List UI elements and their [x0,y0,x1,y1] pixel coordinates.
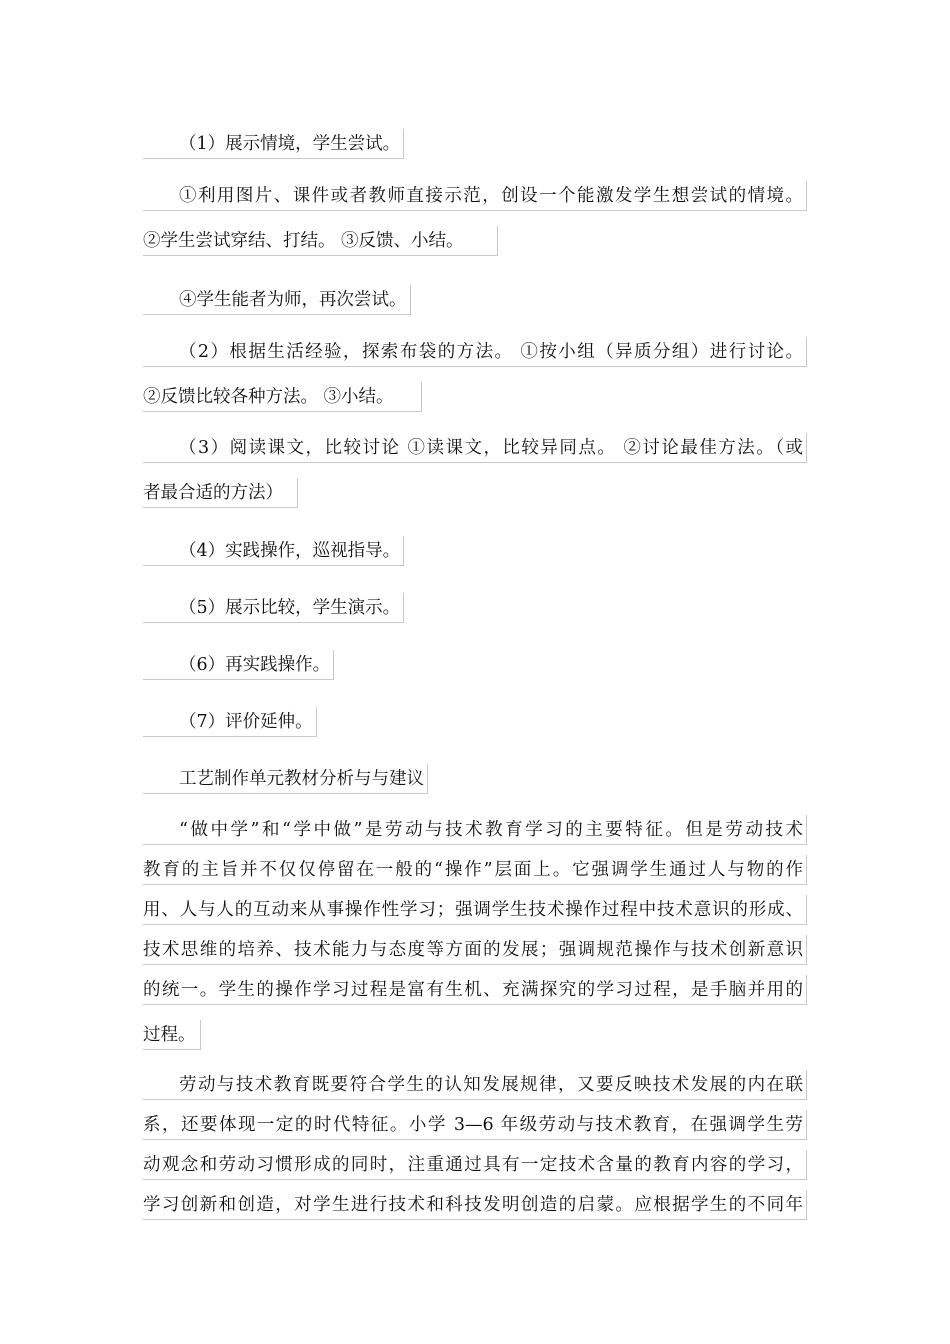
paragraph-step-4 [143,531,404,571]
text-line: 教育的主旨并不仅仅停留在一般的“操作”层面上。它强调学生通过人与物的作 [143,855,807,885]
paragraph-analysis-1 [143,815,807,1055]
text-line: ②反馈比较各种方法。 ③小结。 [143,382,422,412]
text-line: 技术思维的培养、技术能力与态度等方面的发展；强调规范操作与技术创新意识 [143,935,807,965]
text-line: 动观念和劳动习惯形成的同时，注重通过具有一定技术含量的教育内容的学习， [143,1150,807,1180]
text-line: 学习创新和创造，对学生进行技术和科技发明创造的启蒙。应根据学生的不同年 [143,1190,807,1220]
paragraph-analysis-2 [143,1070,807,1230]
paragraph-step-6 [143,645,334,685]
paragraph-step-2 [143,337,807,417]
text-line: （2）根据生活经验，探索布袋的方法。 ①按小组（异质分组）进行讨论。 [143,337,807,367]
text-line: ②学生尝试穿结、打结。 ③反馈、小结。 [143,226,498,256]
text-line: 工艺制作单元教材分析与与建议 [143,764,428,794]
paragraph-step-1 [143,124,404,164]
text-line: 劳动与技术教育既要符合学生的认知发展规律，又要反映技术发展的内在联 [143,1070,807,1100]
text-line: （6）再实践操作。 [143,650,334,680]
text-line: （5）展示比较，学生演示。 [143,593,404,623]
text-line: （3）阅读课文，比较讨论 ①读课文，比较异同点。 ②讨论最佳方法。（或 [143,433,807,463]
text-line: 者最合适的方法） [143,478,298,508]
text-line: ①利用图片、课件或者教师直接示范，创设一个能激发学生想尝试的情境。 [143,181,807,211]
paragraph-step-1-retry [143,280,411,320]
paragraph-step-5 [143,588,404,628]
text-line: 的统一。学生的操作学习过程是富有生机、充满探究的学习过程，是手脑并用的 [143,975,807,1005]
text-line: ④学生能者为师，再次尝试。 [143,285,411,315]
text-line: 系，还要体现一定的时代特征。小学 3—6 年级劳动与技术教育，在强调学生劳 [143,1110,807,1140]
text-line: “做中学”和“学中做”是劳动与技术教育学习的主要特征。但是劳动技术 [143,815,807,845]
text-line: 用、人与人的互动来从事操作性学习；强调学生技术操作过程中技术意识的形成、 [143,895,807,925]
paragraph-step-1-details [143,181,807,261]
text-line: （4）实践操作，巡视指导。 [143,536,404,566]
text-line: 过程。 [143,1020,201,1050]
paragraph-step-3 [143,433,807,513]
section-heading [143,759,428,799]
paragraph-step-7 [143,702,317,742]
text-line: （1）展示情境，学生尝试。 [143,129,404,159]
text-line: （7）评价延伸。 [143,707,317,737]
